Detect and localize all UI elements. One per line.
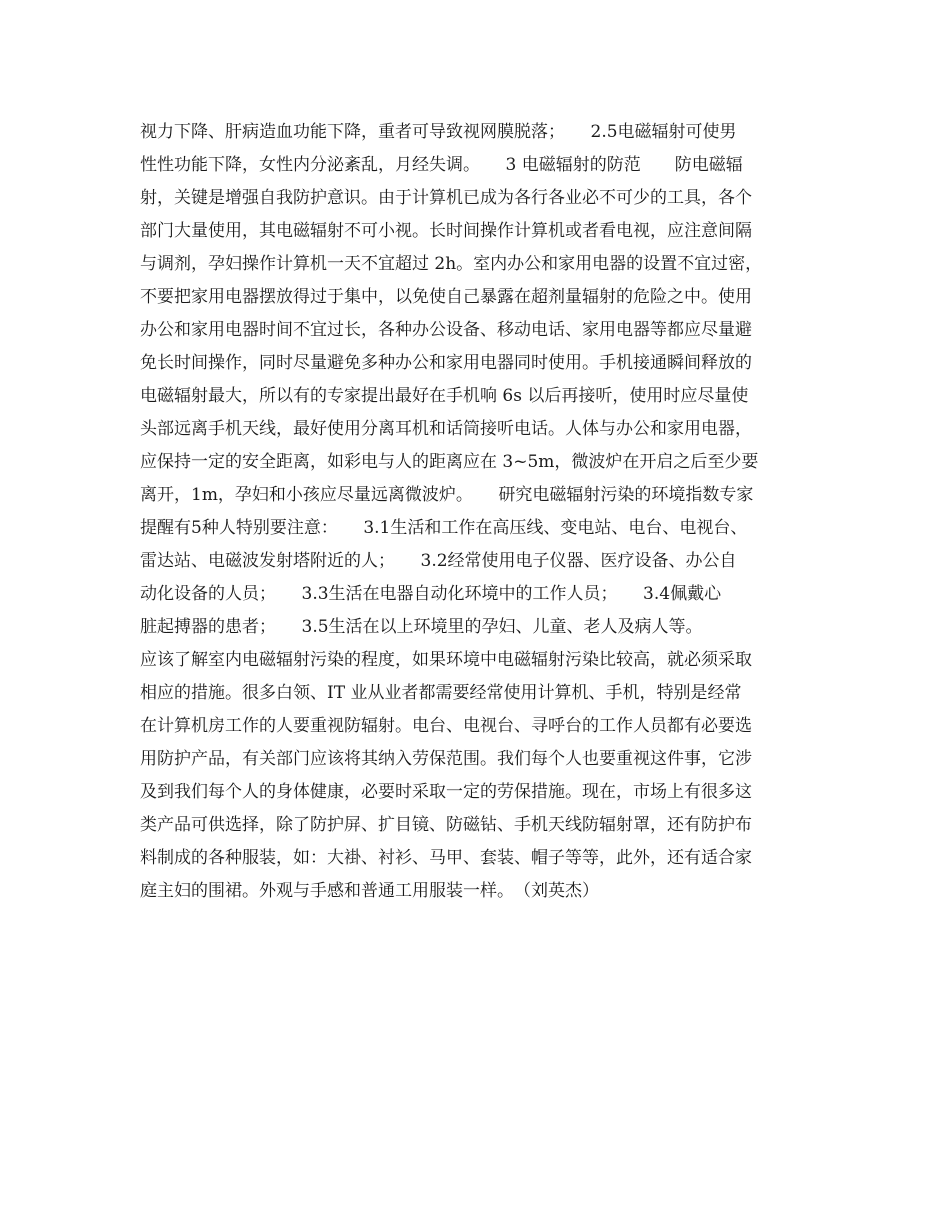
- text-line: 及到我们每个人的身体健康，必要时采取一定的劳保措施。现在，市场上有很多这: [140, 782, 752, 802]
- text-line: 料制成的各种服装，如：大褂、衬衫、马甲、套装、帽子等等，此外，还有适合家: [140, 848, 752, 868]
- text-line: 类产品可供选择，除了防护屏、扩目镜、防磁钻、手机天线防辐射罩，还有防护布: [140, 815, 752, 835]
- text-line: 办公和家用电器时间不宜过长，各种办公设备、移动电话、家用电器等都应尽量避: [140, 320, 752, 340]
- text-line: 脏起搏器的患者； 3.5生活在以上环境里的孕妇、儿童、老人及病人等。: [140, 617, 703, 637]
- text-line: 视力下降、肝病造血功能下降，重者可导致视网膜脱落； 2.5电磁辐射可使男: [140, 122, 737, 142]
- text-line: 应保持一定的安全距离，如彩电与人的距离应在 3~5m，微波炉在开启之后至少要: [140, 452, 759, 472]
- text-line: 部门大量使用，其电磁辐射不可小视。长时间操作计算机或者看电视，应注意间隔: [140, 221, 752, 241]
- text-line: 相应的措施。很多白领、IT 业从业者都需要经常使用计算机、手机，特别是经常: [140, 683, 742, 703]
- body-text: [140, 116, 840, 908]
- text-line: 应该了解室内电磁辐射污染的程度，如果环境中电磁辐射污染比较高，就必须采取: [140, 650, 752, 670]
- text-line: 免长时间操作，同时尽量避免多种办公和家用电器同时使用。手机接通瞬间释放的: [140, 353, 752, 373]
- text-line: 动化设备的人员； 3.3生活在电器自动化环境中的工作人员； 3.4佩戴心: [140, 584, 722, 604]
- text-line: 不要把家用电器摆放得过于集中，以免使自己暴露在超剂量辐射的危险之中。使用: [140, 287, 752, 307]
- text-line: 性性功能下降，女性内分泌紊乱，月经失调。 3 电磁辐射的防范 防电磁辐: [140, 155, 743, 175]
- text-line: 头部远离手机天线，最好使用分离耳机和话筒接听电话。人体与办公和家用电器，: [140, 419, 752, 439]
- text-line: 庭主妇的围裙。外观与手感和普通工用服装一样。 （刘英杰）: [140, 881, 599, 901]
- text-line: 雷达站、电磁波发射塔附近的人； 3.2经常使用电子仪器、医疗设备、办公自: [140, 551, 737, 571]
- text-line: 提醒有5种人特别要注意： 3.1生活和工作在高压线、变电站、电台、电视台、: [140, 518, 748, 538]
- text-line: 电磁辐射最大，所以有的专家提出最好在手机响 6s 以后再接听，使用时应尽量使: [140, 386, 749, 406]
- text-line: 射，关键是增强自我防护意识。由于计算机已成为各行各业必不可少的工具，各个: [140, 188, 752, 208]
- text-line: 在计算机房工作的人要重视防辐射。电台、电视台、寻呼台的工作人员都有必要选: [140, 716, 752, 736]
- text-line: 离开，1m，孕妇和小孩应尽量远离微波炉。 研究电磁辐射污染的环境指数专家: [140, 485, 754, 505]
- text-line: 与调剂，孕妇操作计算机一天不宜超过 2h。室内办公和家用电器的设置不宜过密，: [140, 254, 763, 274]
- text-line: 用防护产品，有关部门应该将其纳入劳保范围。我们每个人也要重视这件事，它涉: [140, 749, 752, 769]
